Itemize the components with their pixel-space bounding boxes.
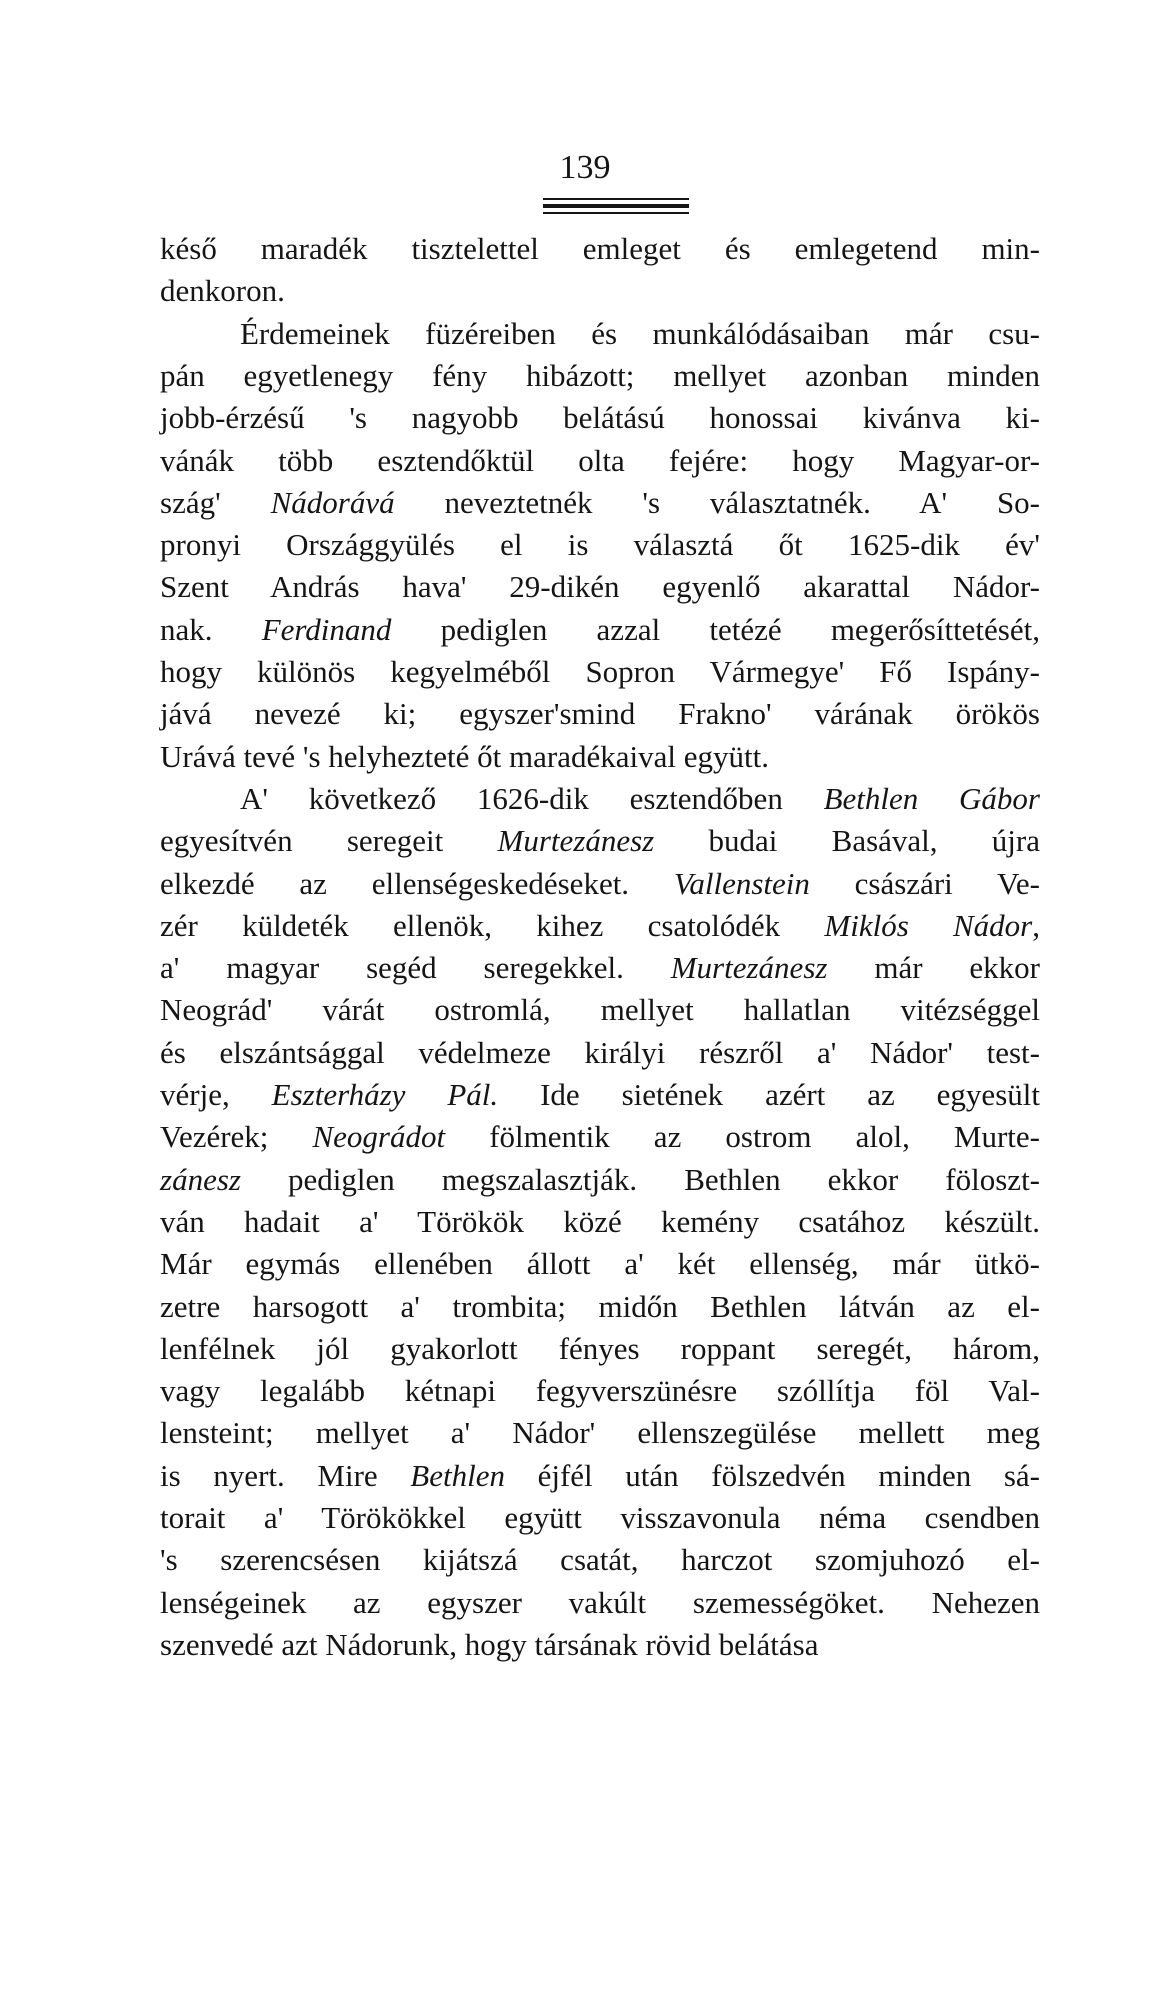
header-rule	[543, 198, 689, 216]
italic-name: zánesz	[160, 1161, 241, 1197]
line-text: éjfél után fölszedvén minden sá-	[504, 1457, 1040, 1493]
text-line: lenfélnek jól gyakorlott fényes roppant seregét, három,	[160, 1330, 1040, 1366]
line-text: A' következő 1626-dik esztendőben	[240, 780, 824, 816]
line-text: ,	[1032, 907, 1040, 943]
line-text: Vezérek;	[160, 1119, 313, 1155]
line-text: egyesítvén seregeit	[160, 823, 498, 859]
line-text: neveztetnék 's választatnék. A' So-	[394, 484, 1041, 520]
line-text: nak.	[160, 611, 262, 647]
text-line: Szent András hava' 29-dikén egyenlő akarattal Nádor-	[160, 569, 1040, 605]
text-line: pronyi Országgyülés el is választá őt 1625-dik év'	[160, 527, 1040, 563]
text-line: hogy különös kegyelméből Sopron Vármegye' Fő Ispány-	[160, 654, 1040, 689]
line-text: már ekkor	[827, 950, 1041, 986]
text-line	[160, 609, 1040, 651]
text-line: lenségeinek az egyszer vakúlt szemességöket. Nehezen	[160, 1584, 1040, 1620]
text-line	[160, 905, 1040, 947]
line-text: budai Basával, újra	[654, 823, 1040, 859]
line-text: elkezdé az ellenségeskedéseket.	[160, 865, 674, 901]
text-line	[160, 820, 1040, 862]
page-number: 139	[559, 149, 611, 186]
italic-name: Nádorává	[270, 484, 395, 520]
line-text: Ide sietének azért az egyesült	[498, 1077, 1040, 1112]
italic-name: Bethlen	[410, 1457, 505, 1493]
text-line: lensteint; mellyet a' Nádor' ellenszegülése mellett meg	[160, 1415, 1040, 1451]
italic-name: Vallenstein	[673, 865, 810, 901]
text-line: szenvedé azt Nádorunk, hogy társának rövid belátása	[160, 1626, 819, 1662]
italic-name: Ferdinand	[261, 611, 392, 647]
text-line	[160, 482, 1040, 524]
text-line: denkoron.	[160, 273, 285, 309]
text-line: pán egyetlenegy fény hibázott; mellyet azonban minden	[160, 357, 1040, 393]
text-line	[160, 1116, 1040, 1158]
line-text: a' magyar segéd seregekkel.	[160, 950, 671, 986]
text-line: Érdemeinek füzéreiben és munkálódásaiban már csu-	[240, 315, 1040, 351]
text-line: 's szerencsésen kijátszá csatát, harczot szomjuhozó el-	[160, 1542, 1040, 1578]
text-line: Már egymás ellenében állott a' két ellenség, már ütkö-	[160, 1246, 1040, 1282]
text-line: zetre harsogott a' trombita; midőn Bethlen látván az el-	[160, 1288, 1040, 1324]
italic-name: Murtezánesz	[497, 823, 655, 859]
italic-name: Bethlen Gábor	[823, 780, 1040, 816]
line-text: zér küldeték ellenök, kihez csatolódék	[160, 907, 825, 943]
italic-name: Miklós Nádor	[824, 907, 1033, 943]
text-line	[160, 1159, 1040, 1201]
text-line: vánák több esztendőktül olta fejére: hogy Magyar-or-	[160, 442, 1040, 478]
text-line: késő maradék tisztelettel emleget és emlegetend min-	[160, 231, 1040, 266]
text-line: torait a' Törökökkel együtt visszavonula néma csendben	[160, 1500, 1040, 1535]
italic-name: Eszterházy Pál.	[271, 1077, 499, 1112]
line-text: pediglen azzal tetézé megerősíttetését,	[391, 611, 1040, 647]
italic-name: Neográdot	[312, 1119, 446, 1155]
line-text: pediglen megszalasztják. Bethlen ekkor föloszt-	[240, 1161, 1040, 1197]
text-line	[160, 1074, 1040, 1116]
text-line	[160, 863, 1040, 905]
body-text	[160, 228, 1040, 1828]
text-line: jává nevezé ki; egyszer'smind Frakno' várának örökös	[160, 696, 1040, 732]
text-line: Urává tevé 's helyhezteté őt maradékaival együtt.	[160, 738, 769, 774]
line-text: vérje,	[160, 1077, 272, 1112]
line-text: császári Ve-	[809, 865, 1041, 901]
text-line: és elszántsággal védelmeze királyi részről a' Nádor' test-	[160, 1034, 1040, 1070]
text-line	[160, 1455, 1040, 1497]
text-line: jobb-érzésű 's nagyobb belátású honossai kivánva ki-	[160, 400, 1040, 436]
line-text: fölmentik az ostrom alol, Murte-	[445, 1119, 1040, 1155]
italic-name: Murtezánesz	[670, 950, 828, 986]
text-line: Neográd' várát ostromlá, mellyet hallatlan vitézséggel	[160, 992, 1040, 1028]
text-line	[160, 947, 1040, 989]
text-line: ván hadait a' Törökök közé kemény csatához készült.	[160, 1203, 1040, 1239]
line-text: is nyert. Mire	[160, 1457, 411, 1493]
line-text: szág'	[160, 484, 271, 520]
text-line: vagy legalább kétnapi fegyverszünésre szóllítja föl Val-	[160, 1373, 1040, 1409]
text-line	[160, 778, 1040, 820]
